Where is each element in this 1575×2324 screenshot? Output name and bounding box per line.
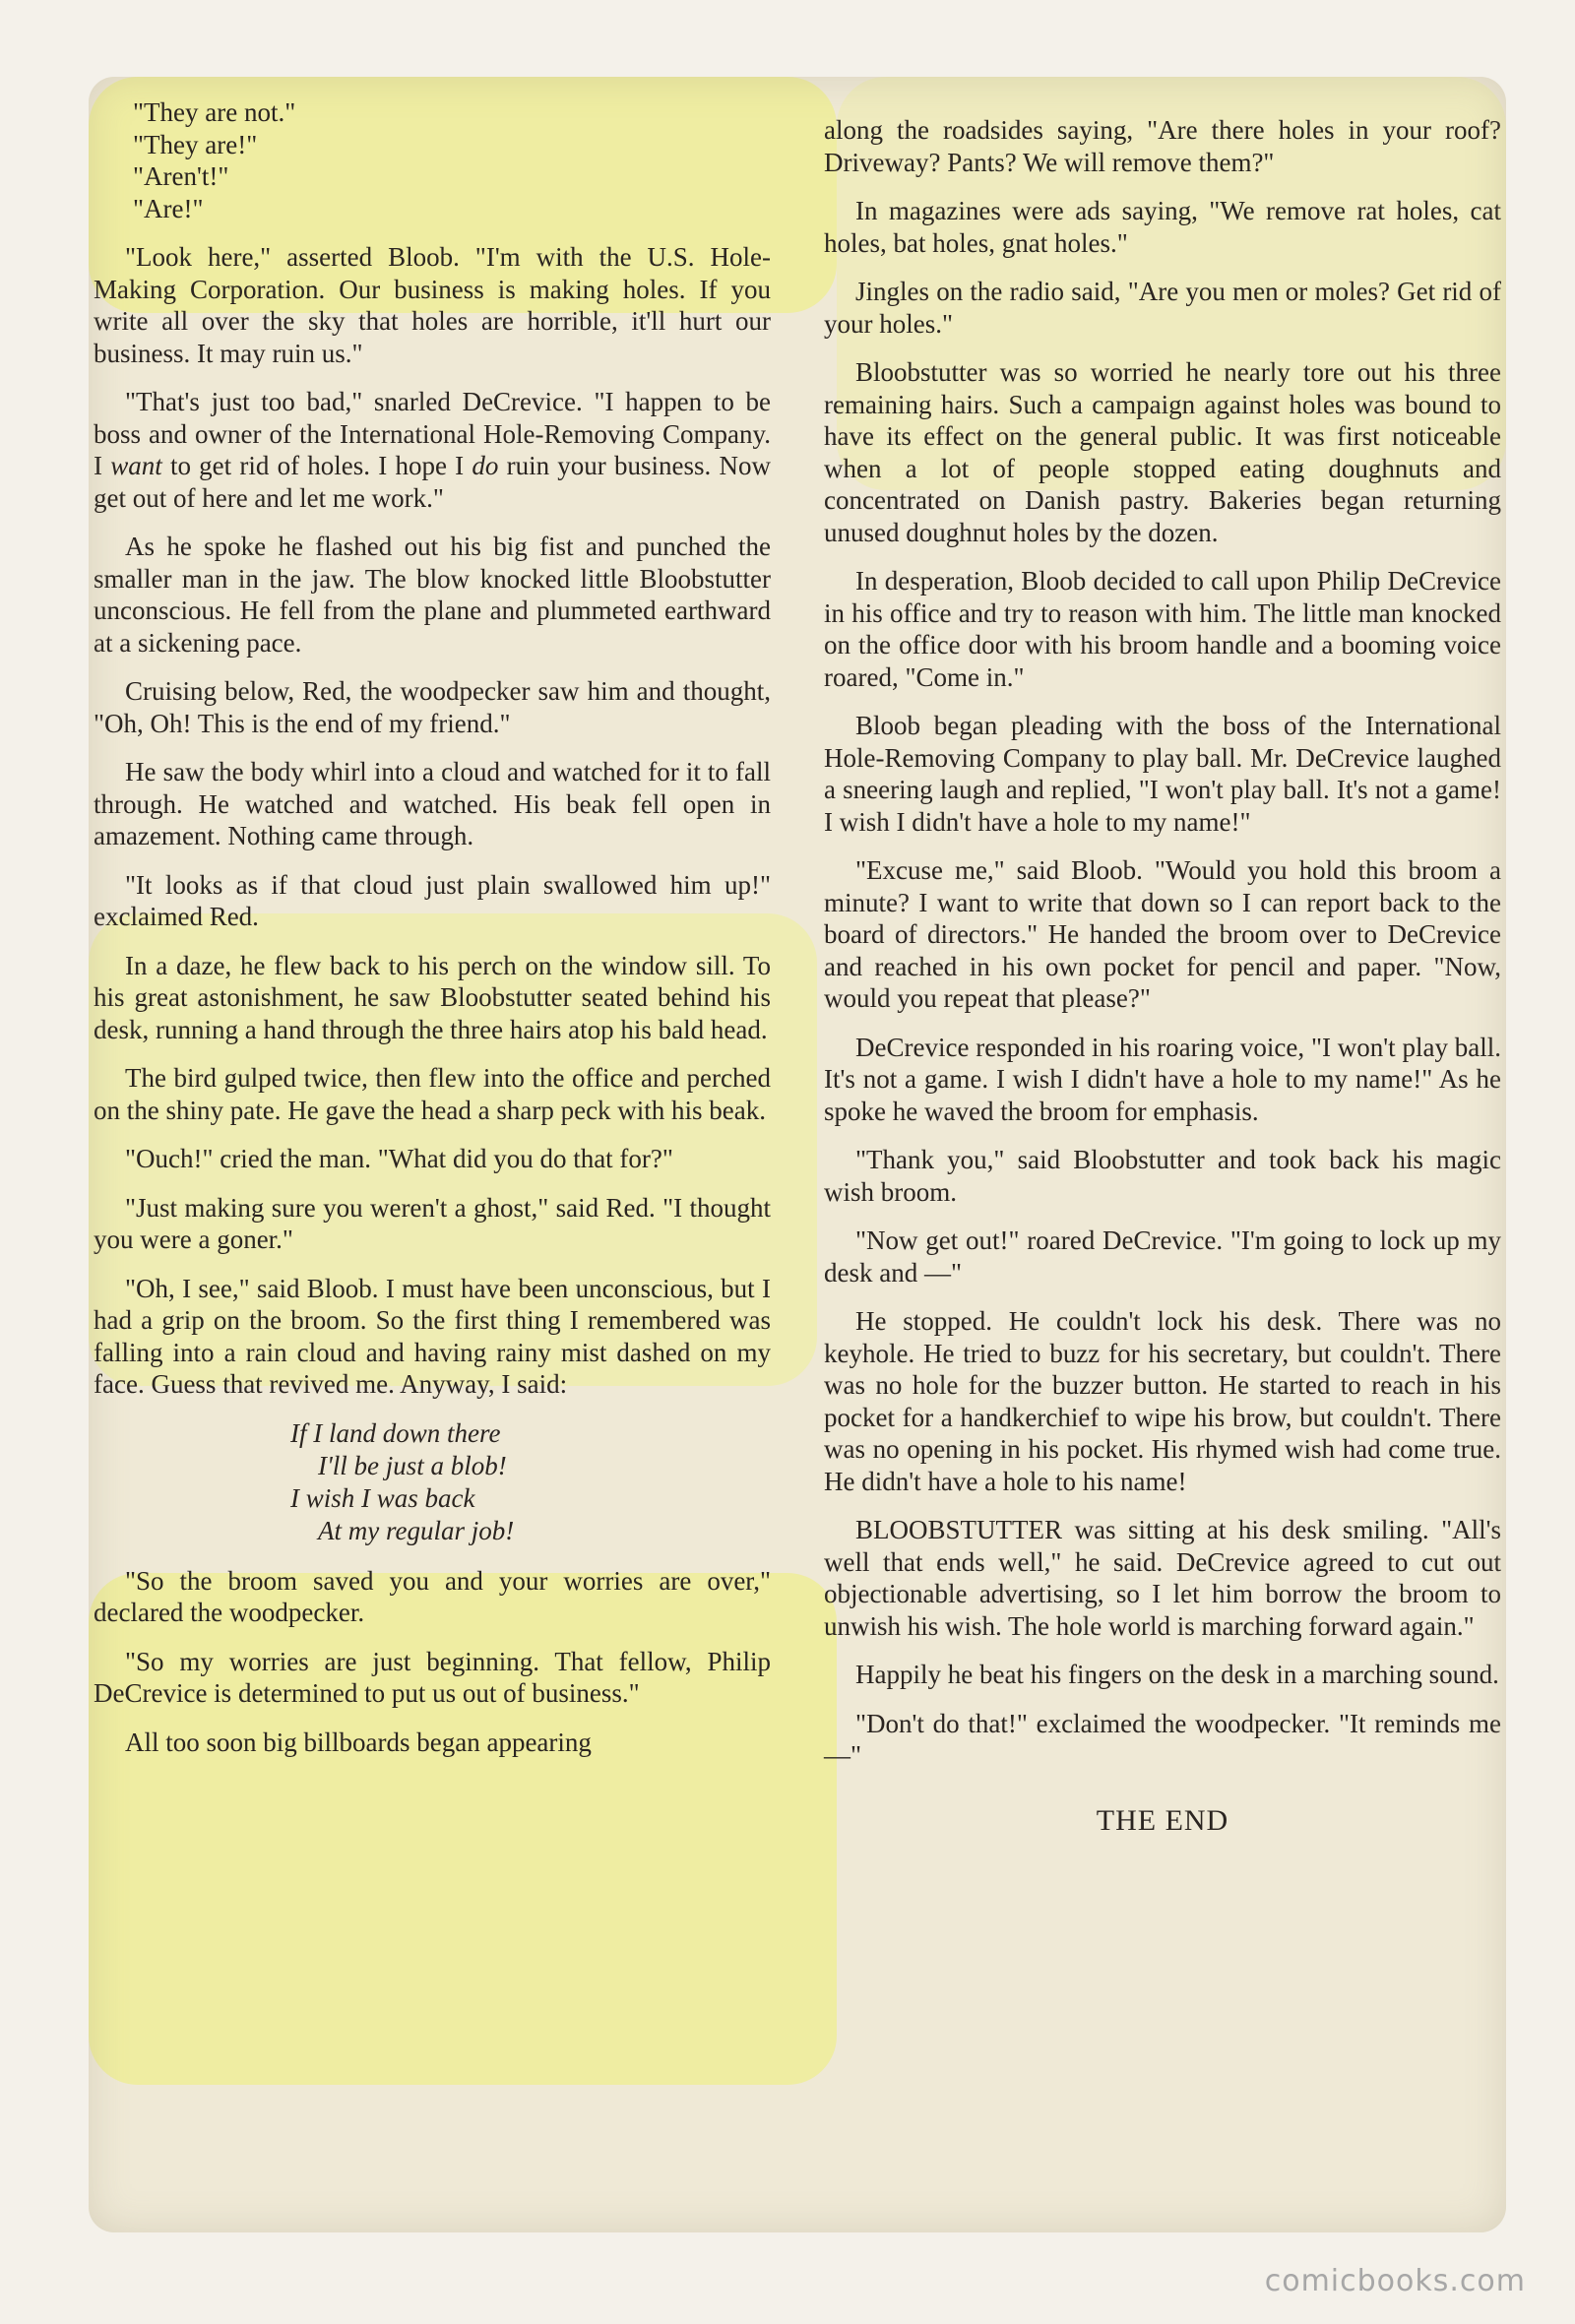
paragraph [94,386,771,514]
paragraph: In a daze, he flew back to his perch on the window sill. To his great astonishment, he saw Bloobstutter seated behind his desk, running a hand through the three hairs atop his bald head. [94,950,771,1044]
paragraph: "Just making sure you weren't a ghost," said Red. "I thought you were a goner." [94,1192,771,1254]
paragraph: He saw the body whirl into a cloud and watched for it to fall through. He watched and watched. His beak fell open in amazement. Nothing came through. [94,757,771,850]
paragraph: He stopped. He couldn't lock his desk. There was no keyhole. He tried to buzz for his secretary, but couldn't. There was no hole for the buzzer button. He started to reach in his pocket for a handkerchief to wipe his brow, but couldn't. There was no opening in his pocket. His rhymed wish had come true. He didn't have a hole to his name! [824,1306,1501,1496]
opening-dialog [133,96,771,224]
paragraph: The bird gulped twice, then flew into the office and perched on the shiny pate. He gave the head a sharp peck with his beak. [94,1063,771,1125]
paragraph: Happily he beat his fingers on the desk in a marching sound. [855,1660,1499,1689]
left-column [94,96,771,1775]
paragraph: "Now get out!" roared DeCrevice. "I'm going to lock up my desk and —" [824,1225,1501,1288]
paragraph: "So the broom saved you and your worries are over," declared the woodpecker. [94,1565,771,1627]
site-watermark: comicbooks.com [1264,2264,1526,2298]
paragraph: "Oh, I see," said Bloob. I must have been unconscious, but I had a grip on the broom. So the first thing I remembered was falling into a rain cloud and having rainy mist dashed on my face. Guess that revived me. Anyway, I said: [94,1273,771,1399]
text-run: to get rid of holes. I hope I [161,451,472,480]
paragraph: All too soon big billboards began appearing [125,1727,592,1757]
paragraph: Bloob began pleading with the boss of the International Hole-Removing Company to play ball. Mr. DeCrevice laughed a sneering laugh and replied, "I won't play ball. It's not a game! I wish I didn't have a hole to my name!" [824,711,1501,837]
paragraph: "Don't do that!" exclaimed the woodpecker. "It reminds me —" [824,1708,1501,1770]
dialog-line: "They are not." [133,97,296,127]
paragraph: In magazines were ads saying, "We remove rat holes, cat holes, bat holes, gnat holes." [824,196,1501,258]
dialog-line: "Are!" [133,193,204,223]
paragraph: In desperation, Bloob decided to call upon Philip DeCrevice in his office and try to reason with him. The little man knocked on the office door with his broom handle and a booming voice roared, "Come in." [824,566,1501,692]
italic-word: do [472,451,499,480]
paragraph: "So my worries are just beginning. That fellow, Philip DeCrevice is determined to put us out of business." [94,1646,771,1708]
the-end-label: THE END [1096,1803,1229,1837]
paragraph: As he spoke he flashed out his big fist and punched the smaller man in the jaw. The blow knocked little Bloobstutter unconscious. He fell from the plane and plummeted earthward at a sickening pace. [94,532,771,658]
verse-line: If I land down there [290,1417,501,1448]
paragraph: DeCrevice responded in his roaring voice, "I won't play ball. It's not a game. I wish I didn't have a hole to my name!" As he spoke he waved the broom for emphasis. [824,1032,1501,1126]
text-run: "That's just too bad," snarled DeCrevice. "I happen to be boss and owner of the International Hole-Removing Company. I [94,387,771,480]
paragraph: Cruising below, Red, the woodpecker saw him and thought, "Oh, Oh! This is the end of my friend." [94,676,771,738]
right-column [824,114,1501,1837]
verse-line: At my regular job! [318,1515,515,1545]
paragraph: along the roadsides saying, "Are there holes in your roof? Driveway? Pants? We will remove them?" [824,115,1501,177]
paragraph: "Excuse me," said Bloob. "Would you hold this broom a minute? I want to write that down so I can report back to the board of directors." He handed the broom over to DeCrevice and reached in his own pocket for pencil and paper. "Now, would you repeat that please?" [824,855,1501,1013]
italic-word: want [110,451,162,480]
verse-line: I wish I was back [290,1482,475,1513]
dialog-line: "Aren't!" [133,161,229,191]
verse-line: I'll be just a blob! [318,1450,507,1480]
paragraph: "Look here," asserted Bloob. "I'm with the U.S. Hole-Making Corporation. Our business is making holes. If you write all over the sky that holes are horrible, it'll hurt our business. It may ruin us." [94,242,771,368]
paragraph: Jingles on the radio said, "Are you men or moles? Get rid of your holes." [824,277,1501,339]
paragraph: BLOOBSTUTTER was sitting at his desk smiling. "All's well that ends well," he said. DeCrevice agreed to cut out objectionable advertising, so I let him borrow the broom to unwish his wish. The hole world is marching forward again." [824,1515,1501,1641]
dialog-line: "They are!" [133,129,258,159]
comic-text-page [89,77,1506,2232]
paragraph: "It looks as if that cloud just plain swallowed him up!" exclaimed Red. [94,869,771,931]
paragraph: "Ouch!" cried the man. "What did you do that for?" [125,1144,673,1173]
paragraph: "Thank you," said Bloobstutter and took back his magic wish broom. [824,1145,1501,1207]
text-run: ruin your business. Now get out of here and let me work." [94,451,771,513]
paragraph: Bloobstutter was so worried he nearly tore out his three remaining hairs. Such a campaign against holes was bound to have its effect on the general public. It was first noticeable when a lot of people stopped eating doughnuts and concentrated on Danish pastry. Bakeries began returning unused doughnut holes by the dozen. [824,357,1501,547]
rhyme-verse [290,1417,771,1547]
